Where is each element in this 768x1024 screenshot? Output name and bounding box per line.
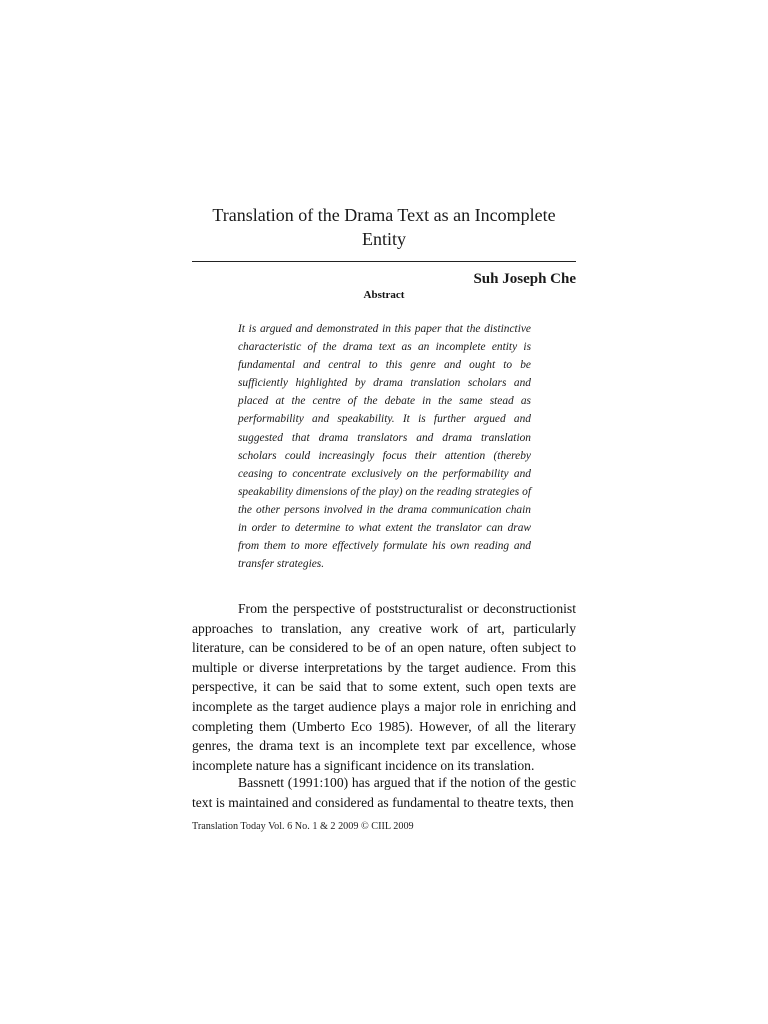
- author-name: Suh Joseph Che: [473, 271, 576, 287]
- article-title: Translation of the Drama Text as an Incomplete Entity: [212, 205, 556, 249]
- title-rule: [192, 261, 576, 262]
- journal-page: [192, 0, 576, 1024]
- body-paragraph-1: From the perspective of poststructuralist or deconstructionist approaches to translation, any creative work of art, particularly literature, can be considered to be of an open nature, often subject to multiple or diverse interpretations by the target audience. From this perspective, it can be said that to some extent, such open texts are incomplete as the target audience plays a major role in enriching and completing them (Umberto Eco 1985). However, of all the literary genres, the drama text is an incomplete text par excellence, whose incomplete nature has a significant incidence on its translation.: [192, 601, 576, 773]
- page-footer: Translation Today Vol. 6 No. 1 & 2 2009 © CIIL 2009: [192, 821, 414, 832]
- abstract-heading: Abstract: [363, 289, 405, 301]
- abstract-text: It is argued and demonstrated in this paper that the distinctive characteristic of the drama text as an incomplete entity is fundamental and central to this genre and ought to be sufficiently highlighted by drama translation scholars and placed at the centre of the debate in the same stead as performability and speakability. It is further argued and suggested that drama translators and drama translation scholars could increasingly focus their attention (thereby ceasing to concentrate exclusively on the performability and speakability dimensions of the play) on the reading strategies of the other persons involved in the drama communication chain in order to determine to what extent the translator can draw from them to more effectively formulate his own reading and transfer strategies.: [238, 323, 531, 571]
- body-paragraph-2: Bassnett (1991:100) has argued that if the notion of the gestic text is maintained and considered as fundamental to theatre texts, then: [192, 775, 576, 810]
